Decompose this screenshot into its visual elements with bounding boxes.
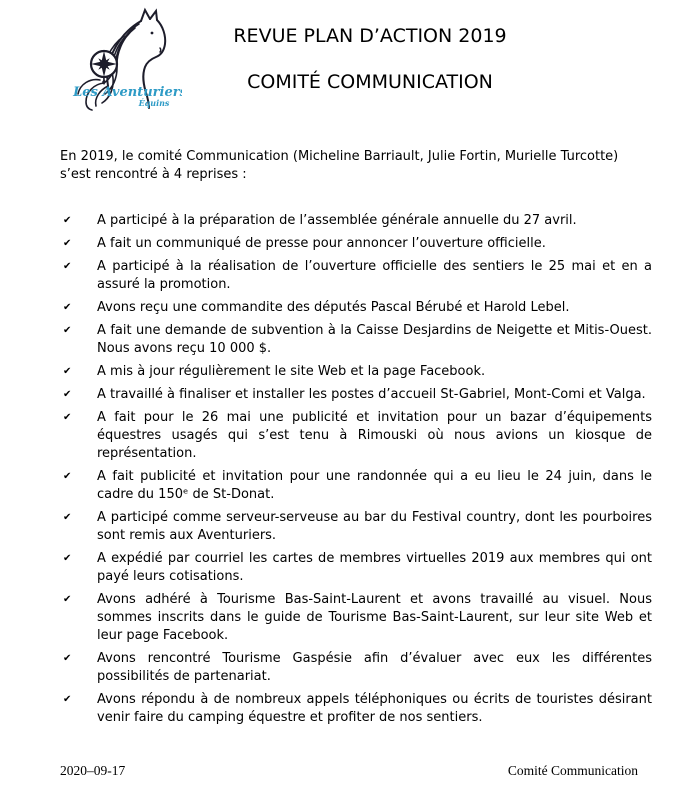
checklist (60, 212, 661, 727)
list-item-text: A participé à la réalisation de l’ouverture officielle des sentiers le 25 mai et en a assuré la promotion. (97, 259, 657, 292)
list-item (60, 212, 652, 230)
list-item (60, 409, 657, 463)
footer-date: 2020–09-17 (60, 763, 126, 778)
checkmark-icon: ✔ (63, 694, 72, 705)
list-item (60, 235, 652, 253)
list-item (60, 468, 657, 504)
list-item (60, 509, 657, 545)
list-item-text: Avons adhéré à Tourisme Bas-Saint-Laurent et avons travaillé au visuel. Nous sommes inscrits dans le guide de Tourisme Bas-Saint-Laurent, sur leur site Web et leur page Facebook. (97, 592, 657, 643)
checkmark-icon: ✔ (63, 366, 72, 377)
list-item-text: A travaillé à finaliser et installer les postes d’accueil St-Gabriel, Mont-Comi et Valga. (97, 387, 646, 402)
list-item (60, 650, 657, 686)
checkmark-icon: ✔ (63, 215, 72, 226)
list-item-text: A fait publicité et invitation pour une randonnée qui a eu lieu le 24 juin, dans le cadre du 150ᵉ de St-Donat. (97, 469, 657, 502)
intro-paragraph: En 2019, le comité Communication (Micheline Barriault, Julie Fortin, Murielle Turcotte) s’est rencontré à 4 reprises : (60, 149, 619, 182)
document-title: REVUE PLAN D’ACTION 2019 (233, 25, 507, 47)
list-item (60, 386, 652, 404)
title-block (66, 25, 674, 93)
checkmark-icon: ✔ (63, 389, 72, 400)
list-item-text: A expédié par courriel les cartes de membres virtuelles 2019 aux membres qui ont payé leurs cotisations. (97, 551, 657, 584)
list-item-text: Avons répondu à de nombreux appels téléphoniques ou écrits de touristes désirant venir faire du camping équestre et profiter de nos sentiers. (97, 692, 657, 725)
footer-committee: Comité Communication (507, 763, 638, 778)
checkmark-icon: ✔ (63, 261, 72, 272)
list-item-text: A fait pour le 26 mai une publicité et invitation pour un bazar d’équipements équestres usagés qui s’est tenu à Rimouski où nous avions un kiosque de représentation. (97, 410, 657, 461)
checkmark-icon: ✔ (63, 325, 72, 336)
checkmark-icon: ✔ (63, 471, 72, 482)
list-item-text: A participé à la préparation de l’assemblée générale annuelle du 27 avril. (97, 213, 577, 228)
checkmark-icon: ✔ (63, 302, 72, 313)
list-item (60, 258, 657, 294)
list-item-text: A fait un communiqué de presse pour annoncer l’ouverture officielle. (97, 236, 546, 251)
list-item (60, 691, 657, 727)
logo-name: Les Aventuriers (73, 85, 182, 100)
checkmark-icon: ✔ (63, 238, 72, 249)
checkmark-icon: ✔ (63, 553, 72, 564)
checkmark-icon: ✔ (63, 412, 72, 423)
list-item-text: A participé comme serveur-serveuse au bar du Festival country, dont les pourboires sont remis aux Aventuriers. (97, 510, 657, 543)
checkmark-icon: ✔ (63, 594, 72, 605)
document-body (60, 148, 661, 732)
footer (60, 763, 638, 779)
list-item-text: A mis à jour régulièrement le site Web et la page Facebook. (97, 364, 486, 379)
list-item (60, 299, 652, 317)
list-item (60, 363, 652, 381)
list-item (60, 322, 661, 358)
list-item-text: Avons rencontré Tourisme Gaspésie afin d’évaluer avec eux les différentes possibilités de partenariat. (97, 651, 657, 684)
list-item-text: A fait une demande de subvention à la Caisse Desjardins de Neigette et Mitis-Ouest. Nous avons reçu 10 000 $. (97, 323, 661, 356)
list-item (60, 550, 657, 586)
list-item-text: Avons reçu une commandite des députés Pascal Bérubé et Harold Lebel. (97, 300, 570, 315)
document-subtitle: COMITÉ COMMUNICATION (247, 71, 493, 93)
checkmark-icon: ✔ (63, 653, 72, 664)
checkmark-icon: ✔ (63, 512, 72, 523)
logo-subname: Équins (138, 98, 170, 108)
list-item (60, 591, 657, 645)
